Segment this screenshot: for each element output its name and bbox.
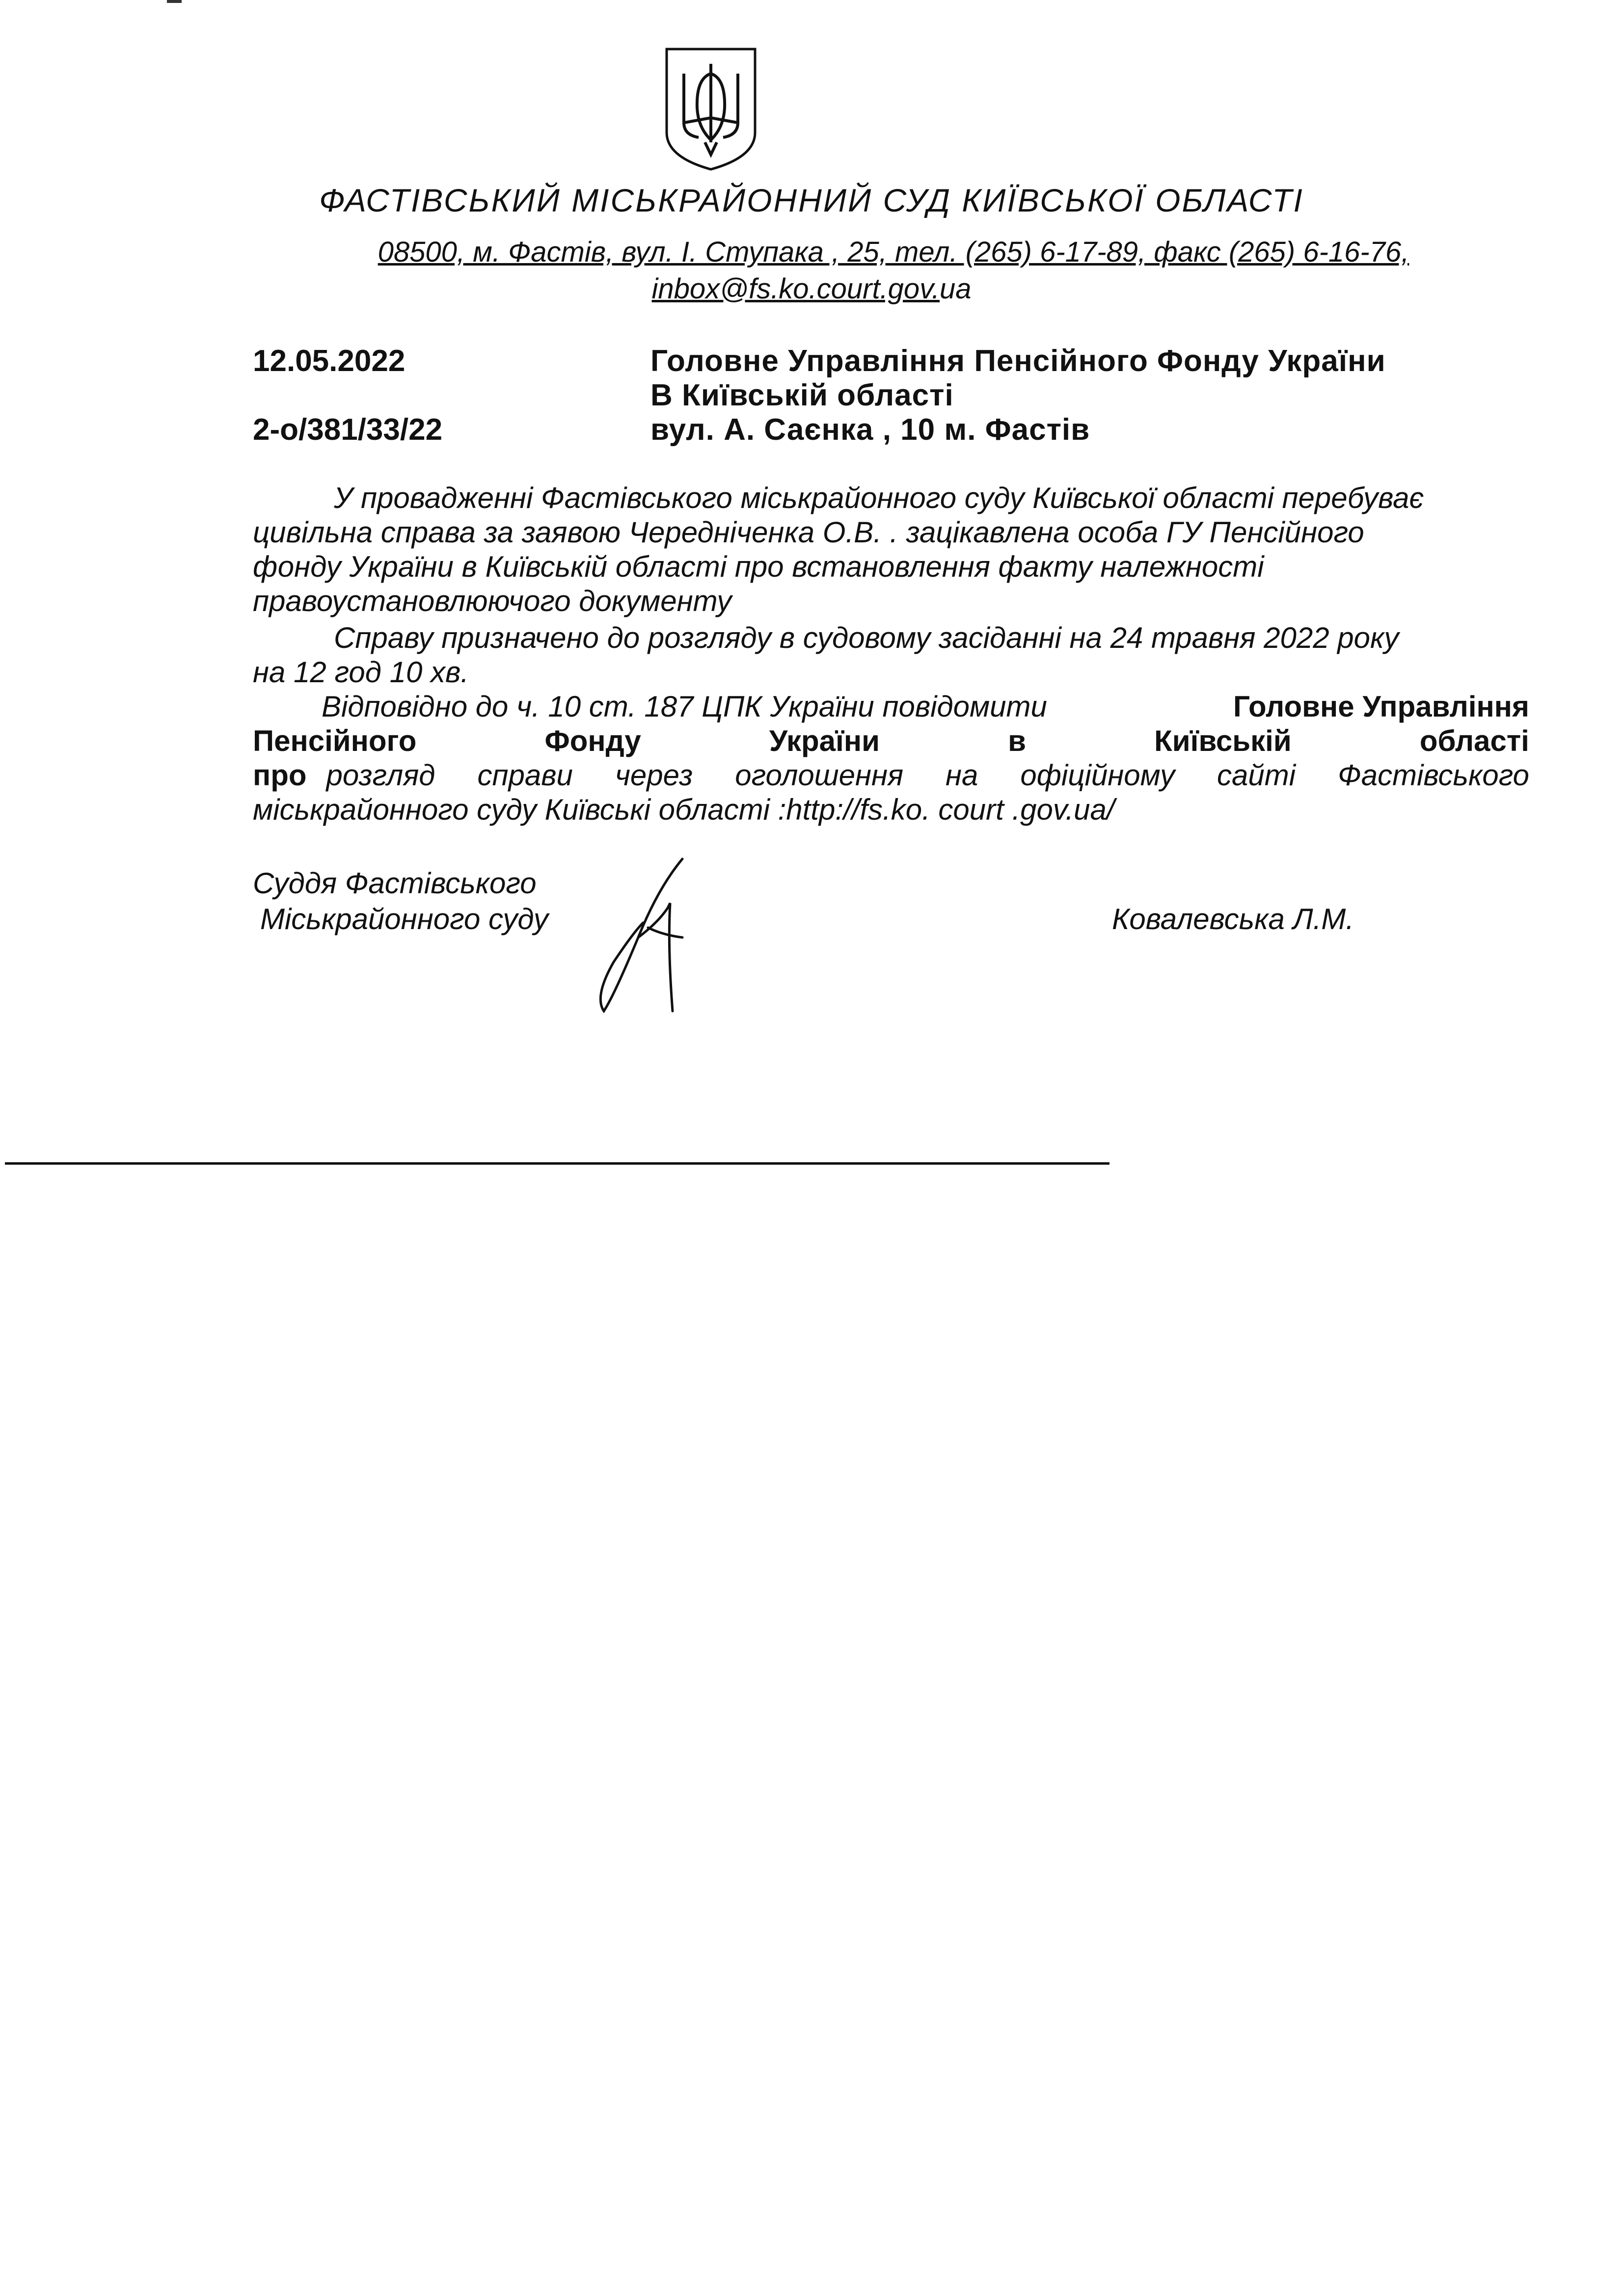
document-date: 12.05.2022 xyxy=(253,344,406,378)
signer-title-line1: Суддя Фастівського xyxy=(253,867,537,900)
body-p3-line1 xyxy=(322,690,1529,724)
body-p3-line3 xyxy=(253,758,1529,793)
address-line: 08500, м. Фастів, вул. І. Ступака , 25, тел. (265) 6-17-89, факс (265) 6-16-76, xyxy=(378,236,1409,268)
body-p1-line4: правоустановлюючого документу xyxy=(253,585,732,617)
case-number: 2-о/381/33/22 xyxy=(253,413,443,447)
body-p1-line3: фонду України в Київській області про встановлення факту належності xyxy=(253,550,1264,583)
court-name: ФАСТІВСЬКИЙ МІСЬКРАЙОННИЙ СУД КИЇВСЬКОЇ ОБЛАСТІ xyxy=(319,182,1304,218)
body-p3-word: України xyxy=(769,724,880,757)
body-p3-line3-start: про xyxy=(253,759,307,792)
court-address xyxy=(339,236,1448,268)
body-p3-word: Пенсійного xyxy=(253,724,417,757)
body-p3-word: в xyxy=(1008,724,1027,757)
scan-mark xyxy=(167,0,182,3)
body-p3-word: Фонду xyxy=(544,724,641,757)
body-p3-word: Київській xyxy=(1154,724,1292,757)
body-p1-line2: цивільна справа за заявою Чередніченка О.В. . зацікавлена особа ГУ Пенсійного xyxy=(253,516,1364,549)
body-p2-line1: Справу призначено до розгляду в судовому засіданні на 24 травня 2022 року xyxy=(334,621,1399,654)
body-p3-word: області xyxy=(1419,724,1529,757)
court-email xyxy=(0,272,1623,305)
recipient-address: вул. А. Саєнка , 10 м. Фастів xyxy=(650,413,1090,447)
body-p3-line2 xyxy=(253,724,1529,758)
body-p3-line3-text: розгляд справи через оголошення на офіційному сайті Фастівського xyxy=(326,759,1529,792)
body-p3-line1-recipient: Головне Управління xyxy=(1233,690,1529,723)
judge-name: Ковалевська Л.М. xyxy=(1112,903,1354,935)
body-p3-line1-text: Відповідно до ч. 10 ст. 187 ЦПК України повідомити xyxy=(322,690,1047,723)
recipient-line-1: Головне Управління Пенсійного Фонду України xyxy=(650,344,1386,378)
body-p2-line2: на 12 год 10 хв. xyxy=(253,656,469,689)
signer-title-line2: Міськрайонного суду xyxy=(260,903,548,935)
body-p3-line4: міськрайонного суду Київські області :http://fs.ko. court .gov.ua/ xyxy=(253,793,1115,826)
recipient-line-2: В Київській області xyxy=(650,378,954,412)
handwritten-signature-icon xyxy=(584,849,712,1016)
ukraine-trident-emblem-icon xyxy=(662,44,760,172)
page-divider xyxy=(5,1162,1109,1165)
body-p1-line1: У провадженні Фастівського міськрайонного суду Київської області перебуває xyxy=(334,481,1424,514)
email-suffix: ua xyxy=(940,273,972,305)
email-link[interactable]: inbox@fs.ko.court.gov. xyxy=(651,273,940,305)
